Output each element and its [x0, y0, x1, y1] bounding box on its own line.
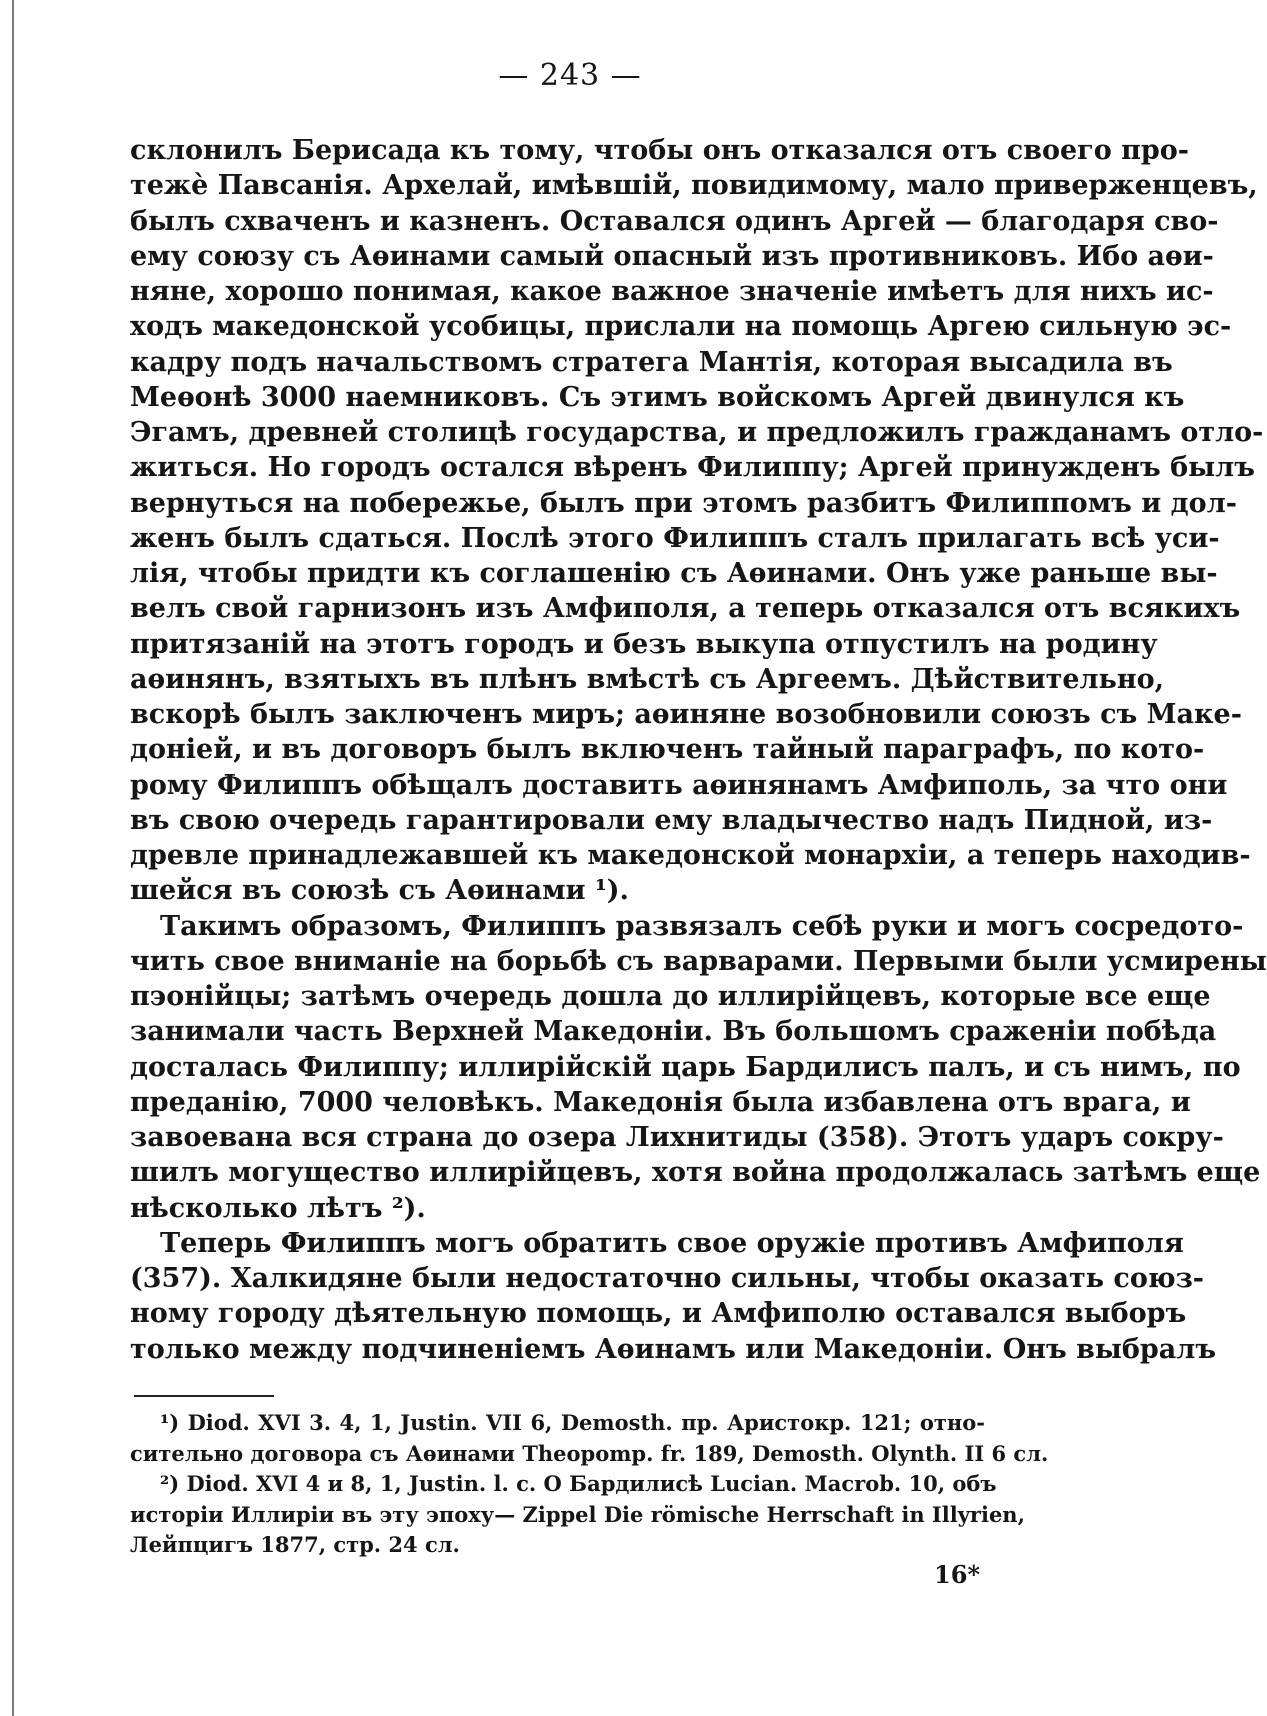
body-line: завоевана вся страна до озера Лихнитиды (358). Этотъ ударъ сокру- — [130, 1122, 1224, 1153]
body-line: ному городу дѣятельную помощь, и Амфиполю оставался выборъ — [130, 1298, 1187, 1330]
body-line: шейся въ союзѣ съ Аѳинами ¹). — [130, 875, 629, 907]
body-line: ходъ македонской усобицы, прислали на помощь Аргею сильную эс- — [130, 311, 1232, 343]
body-line: велъ свой гарнизонъ изъ Амфиполя, а теперь отказался отъ всякихъ — [130, 593, 1241, 625]
body-line: ему союзу съ Аѳинами самый опасный изъ противниковъ. Ибо аѳи- — [130, 240, 1214, 272]
footnote-line: ²) Diod. XVI 4 и 8, 1, Justin. l. c. О Бардилисѣ Lucian. Macrob. 10, объ — [160, 1471, 997, 1496]
body-line: преданію, 7000 человѣкъ. Македонія была избавлена отъ врага, и — [130, 1086, 1191, 1118]
body-line: въ свою очередь гарантировали ему владычество надъ Пидной, из- — [130, 804, 1213, 836]
body-line: пэонійцы; затѣмъ очередь дошла до иллирійцевъ, которые все еще — [130, 981, 1211, 1012]
body-line: только между подчиненіемъ Аѳинамъ или Македоніи. Онъ выбралъ — [130, 1333, 1217, 1365]
body-line: Такимъ образомъ, Филиппъ развязалъ себѣ руки и могъ сосредото- — [160, 910, 1244, 942]
body-line: доніей, и въ договоръ былъ включенъ тайный параграфъ, по кото- — [130, 734, 1205, 766]
body-line: древле принадлежавшей къ македонской монархіи, а теперь находив- — [130, 840, 1251, 871]
body-text — [130, 133, 1267, 1367]
body-line: (357). Халкидяне были недостаточно сильны, чтобы оказать союз- — [130, 1263, 1205, 1294]
footnotes — [130, 1408, 1049, 1561]
body-line: шилъ могущество иллирійцевъ, хотя война продолжалась затѣмъ еще — [130, 1157, 1261, 1189]
footnote-line: исторіи Иллиріи въ эту эпоху— Zippel Die römische Herrschaft in Illyrien, — [130, 1501, 1025, 1527]
body-line: досталась Филиппу; иллирійскій царь Бардилисъ палъ, и съ нимъ, по — [130, 1051, 1241, 1083]
scan-margin-line — [12, 0, 14, 1716]
body-line: склонилъ Берисада къ тому, чтобы онъ отказался отъ своего про- — [130, 135, 1189, 166]
footnote-divider — [134, 1395, 274, 1397]
footnote-line: сительно договора съ Аѳинами Theopomp. fr. 189, Demosth. Olynth. II 6 сл. — [130, 1440, 1049, 1466]
body-line: чить свое вниманіе на борьбѣ съ варварами. Первыми были усмирены — [130, 945, 1267, 977]
body-line: Меѳонѣ 3000 наемниковъ. Съ этимъ войскомъ Аргей двинулся къ — [130, 381, 1185, 413]
body-line: занимали часть Верхней Македоніи. Въ большомъ сраженіи побѣда — [130, 1016, 1217, 1048]
body-line: нѣсколько лѣтъ ²). — [130, 1192, 426, 1224]
body-line: рому Филиппъ обѣщалъ доставить аѳинянамъ Амфиполь, за что они — [130, 769, 1228, 801]
signature-mark: 16* — [934, 1560, 980, 1589]
footnote-line: Лейпцигъ 1877, стр. 24 сл. — [130, 1532, 460, 1557]
body-line: Теперь Филиппъ могъ обратить свое оружіе противъ Амфиполя — [160, 1227, 1184, 1259]
body-line: няне, хорошо понимая, какое важное значеніе имѣетъ для нихъ ис- — [130, 276, 1214, 307]
body-line: былъ схваченъ и казненъ. Оставался одинъ Аргей — благодаря сво- — [130, 205, 1219, 237]
body-line: аѳинянъ, взятыхъ въ плѣнъ вмѣстѣ съ Аргеемъ. Дѣйствительно, — [130, 663, 1165, 695]
body-line: житься. Но городъ остался вѣренъ Филиппу; Аргей принужденъ былъ — [130, 452, 1255, 484]
body-line: вернуться на побережье, былъ при этомъ разбитъ Филиппомъ и дол- — [130, 487, 1237, 519]
footnote-line: ¹) Diod. XVI 3. 4, 1, Justin. VII 6, Demosth. пр. Аристокр. 121; отно- — [160, 1410, 985, 1435]
body-line: кадру подъ начальствомъ стратега Мантія, которая высадила въ — [130, 346, 1173, 378]
body-line: притязаній на этотъ городъ и безъ выкупа отпустилъ на родину — [130, 628, 1158, 660]
page-number: — 243 — — [498, 58, 642, 93]
body-line: вскорѣ былъ заключенъ миръ; аѳиняне возобновили союзъ съ Маке- — [130, 699, 1242, 730]
body-line: тежѐ Павсанія. Архелай, имѣвшій, повидимому, мало приверженцевъ, — [130, 170, 1258, 202]
body-line: Эгамъ, древней столицѣ государства, и предложилъ гражданамъ отло- — [130, 417, 1264, 448]
body-line: женъ былъ сдаться. Послѣ этого Филиппъ сталъ прилагать всѣ уси- — [130, 522, 1220, 554]
body-line: лія, чтобы придти къ соглашенію съ Аѳинами. Онъ уже раньше вы- — [130, 558, 1218, 589]
